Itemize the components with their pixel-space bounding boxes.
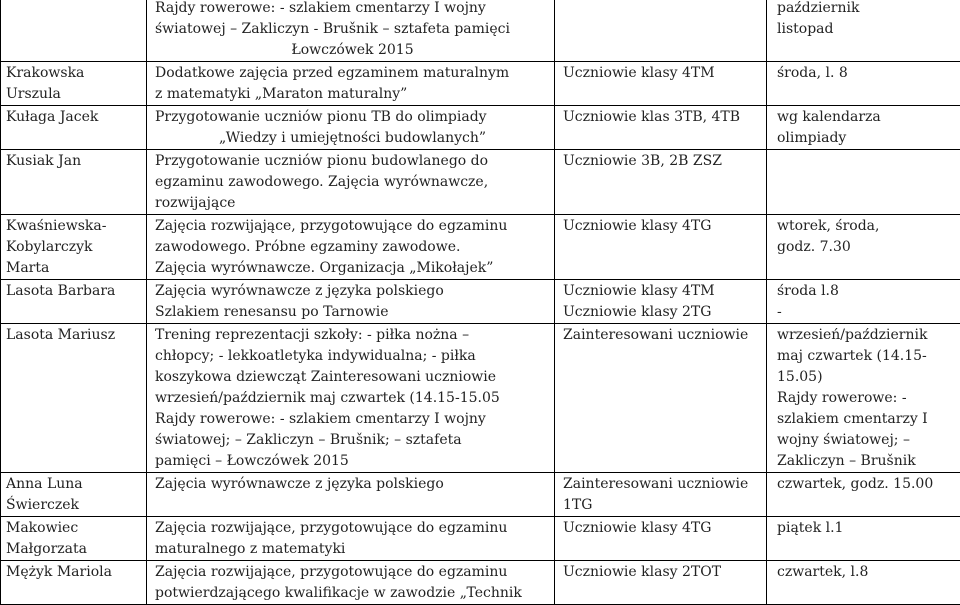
table-row — [1, 62, 960, 106]
teacher-name-cell: Lasota Mariusz — [1, 324, 147, 473]
table-body — [1, 0, 960, 605]
table-row — [1, 517, 960, 561]
table-row — [1, 280, 960, 324]
activity-description-cell — [147, 215, 555, 280]
teacher-name-cell: Kułaga Jacek — [1, 106, 147, 150]
activity-description-line: zawodowego. Próbne egzaminy zawodowe. — [155, 239, 461, 255]
schedule-cell — [767, 150, 960, 215]
activity-description-line: światowej; – Zakliczyn – Brušnik; – sztafeta — [155, 432, 462, 448]
table-row — [1, 150, 960, 215]
activity-description-line: wrzesień/październik maj czwartek (14.15-15.05 — [155, 390, 500, 406]
participants-cell: Uczniowie klasy 4TG — [555, 517, 767, 561]
schedule-cell: wg kalendarza olimpiady — [767, 106, 960, 150]
schedule-cell: środa, l. 8 — [767, 62, 960, 106]
activity-description-line: „Wiedzy i umiejętności budowlanych” — [218, 130, 487, 146]
activity-description-line: Zajęcia wyrównawcze z języka polskiego — [155, 476, 444, 492]
activity-description-cell — [147, 280, 555, 324]
activity-description-line: Przygotowanie uczniów pionu budowlanego do — [155, 153, 489, 169]
table-row — [1, 215, 960, 280]
activity-description-line: Zajęcia wyrównawcze z języka polskiego — [155, 283, 444, 299]
activity-description-cell — [147, 517, 555, 561]
activity-description-line: Dodatkowe zajęcia przed egzaminem maturalnym — [155, 65, 510, 81]
activity-description-line: koszykowa dziewcząt Zainteresowani uczniowie — [155, 369, 497, 385]
table-row — [1, 106, 960, 150]
activity-description-line: Trening reprezentacji szkoły: - piłka nożna – — [155, 327, 470, 343]
schedule-cell: piątek l.1 — [767, 517, 960, 561]
activity-description-line: Zajęcia wyrównawcze. Organizacja „Mikołajek” — [155, 260, 494, 276]
activity-description-cell — [147, 62, 555, 106]
table-row — [1, 561, 960, 605]
participants-cell: Zainteresowani uczniowie 1TG — [555, 473, 767, 517]
teacher-name-cell — [1, 0, 147, 62]
participants-cell: Uczniowie 3B, 2B ZSZ — [555, 150, 767, 215]
activity-description-line: Szlakiem renesansu po Tarnowie — [155, 304, 389, 320]
participants-cell: Uczniowie klasy 4TM Uczniowie klasy 2TG — [555, 280, 767, 324]
teacher-name-cell: Makowiec Małgorzata — [1, 517, 147, 561]
schedule-cell: wtorek, środa, godz. 7.30 — [767, 215, 960, 280]
activity-description-cell — [147, 473, 555, 517]
activity-description-line: chłopcy; - lekkoatletyka indywidualna; - piłka — [155, 348, 476, 364]
teacher-name-cell: Anna Luna Świerczek — [1, 473, 147, 517]
activity-description-line: maturalnego z matematyki — [155, 541, 346, 557]
participants-cell: Zainteresowani uczniowie — [555, 324, 767, 473]
activity-description-line: Zajęcia rozwijające, przygotowujące do egzaminu — [155, 520, 508, 536]
participants-cell: Uczniowie klasy 4TM — [555, 62, 767, 106]
participants-cell: Uczniowie klasy 2TOT — [555, 561, 767, 605]
activity-description-cell — [147, 561, 555, 605]
activity-description-line: Rajdy rowerowe: - szlakiem cmentarzy I wojny — [155, 411, 486, 427]
activity-description-line: egzaminu zawodowego. Zajęcia wyrównawcze, — [155, 174, 489, 190]
table-row — [1, 0, 960, 62]
table-row — [1, 473, 960, 517]
activity-description-cell — [147, 0, 555, 62]
activity-description-line: Łowczówek 2015 — [291, 42, 414, 58]
participants-cell: Uczniowie klas 3TB, 4TB — [555, 106, 767, 150]
activity-description-cell — [147, 150, 555, 215]
table-row — [1, 324, 960, 473]
schedule-cell: wrzesień/październik maj czwartek (14.15- 15.05) Rajdy rowerowe: - szlakiem cmentarzy I wojny światowej; – Zakliczyn – Brušnik — [767, 324, 960, 473]
activity-description-line: Zajęcia rozwijające, przygotowujące do egzaminu — [155, 218, 508, 234]
activity-description-line: z matematyki „Maraton maturalny” — [155, 86, 408, 102]
activity-description-line: światowej – Zakliczyn - Brušnik – sztafeta pamięci — [155, 21, 510, 37]
activity-description-line: pamięci – Łowczówek 2015 — [155, 453, 349, 469]
activity-description-cell — [147, 106, 555, 150]
teacher-name-cell: Lasota Barbara — [1, 280, 147, 324]
activity-description-line: potwierdzającego kwalifikacje w zawodzie „Technik — [155, 585, 522, 601]
activity-description-line: Rajdy rowerowe: - szlakiem cmentarzy I wojny — [155, 0, 486, 16]
schedule-cell: czwartek, l.8 — [767, 561, 960, 605]
participants-cell: Uczniowie klasy 4TG — [555, 215, 767, 280]
schedule-cell: październik listopad — [767, 0, 960, 62]
activity-description-cell — [147, 324, 555, 473]
participants-cell — [555, 0, 767, 62]
schedule-cell: środa l.8 - — [767, 280, 960, 324]
activity-description-line: Przygotowanie uczniów pionu TB do olimpiady — [155, 109, 487, 125]
teacher-name-cell: Krakowska Urszula — [1, 62, 147, 106]
schedule-cell: czwartek, godz. 15.00 — [767, 473, 960, 517]
teacher-name-cell: Mężyk Mariola — [1, 561, 147, 605]
activity-description-line: Zajęcia rozwijające, przygotowujące do egzaminu — [155, 564, 508, 580]
activity-description-line: rozwijające — [155, 195, 236, 211]
teacher-name-cell: Kusiak Jan — [1, 150, 147, 215]
teacher-name-cell: Kwaśniewska- Kobylarczyk Marta — [1, 215, 147, 280]
